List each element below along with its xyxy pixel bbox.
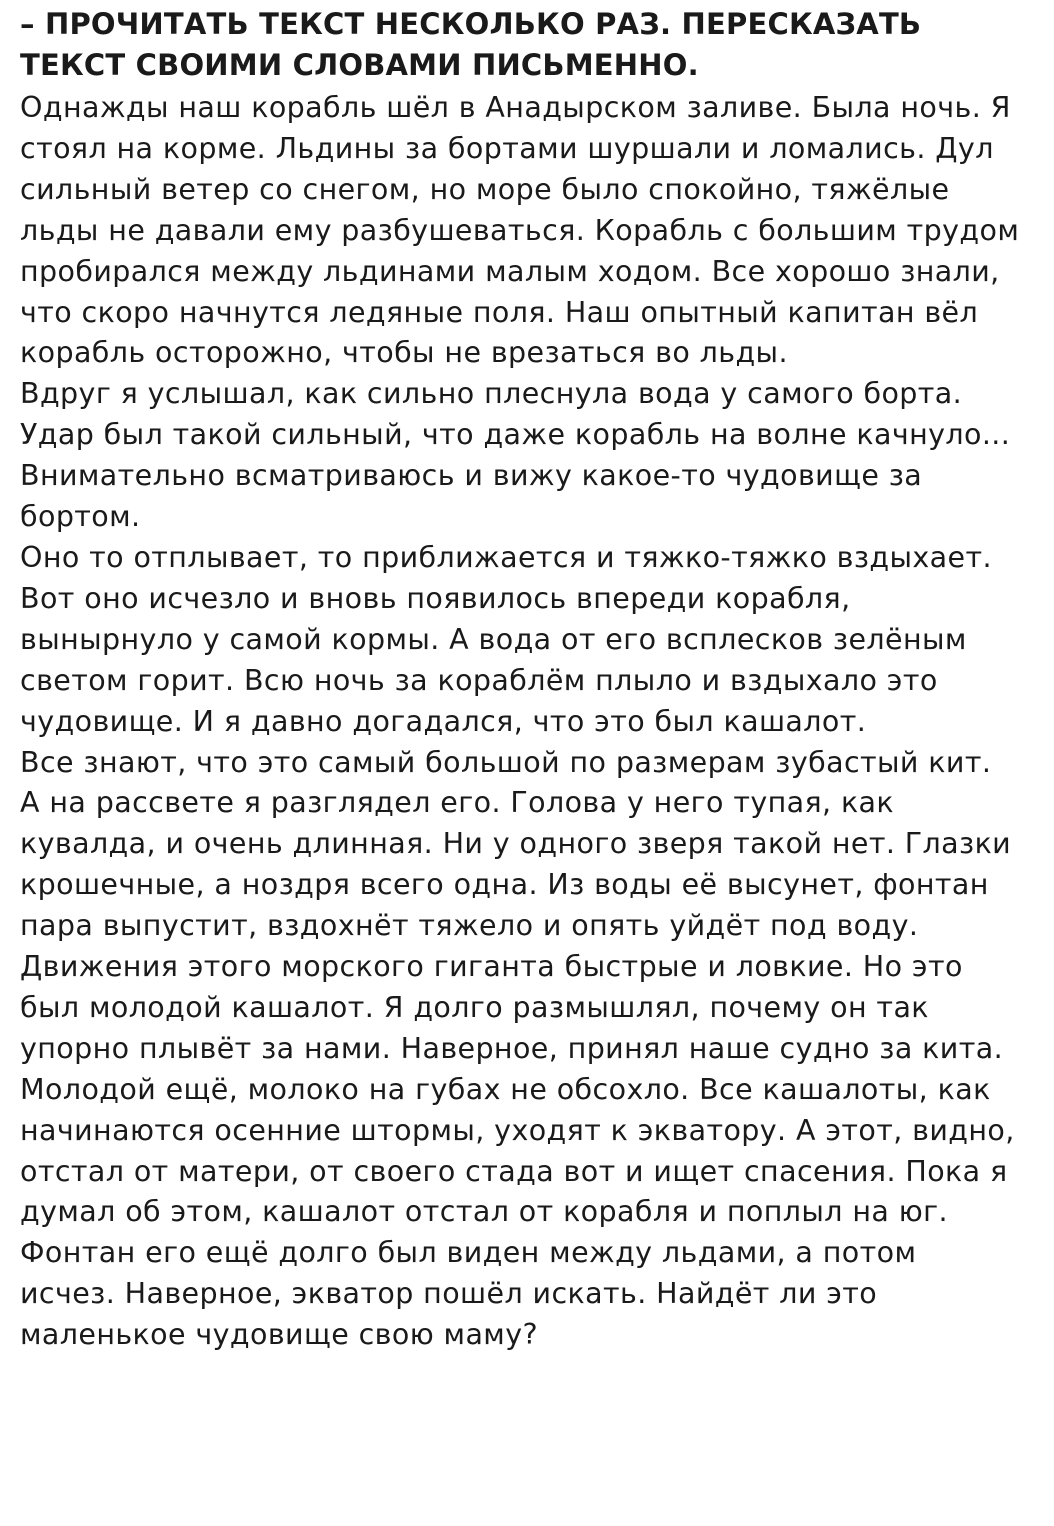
story-paragraph-2: Вдруг я услышал, как сильно плеснула вода у самого борта. Удар был такой сильный, что даже корабль на волне качнуло... Внимательно всматриваюсь и вижу какое-то чудовище за бортом. — [20, 377, 1011, 534]
story-paragraph-4: Все знают, что это самый большой по размерам зубастый кит. А на рассвете я разглядел его. Голова у него тупая, как кувалда, и очень длинная. Ни у одного зверя такой нет. Глазки крошечные, а ноздря всего одна. Из воды её высунет, фонтан пара выпустит, вздохнёт тяжело и опять уйдёт под воду. Движения этого морского гиганта быстрые и ловкие. Но это был молодой кашалот. Я долго размышлял, почему он так упорно плывёт за нами. Наверное, принял наше судно за кита. Молодой ещё, молоко на губах не обсохло. Все кашалоты, как начинаются осенние штормы, уходят к экватору. А этот, видно, отстал от матери, от своего стада вот и ищет спасения. Пока я думал об этом, кашалот отстал от корабля и поплыл на юг. Фонтан его ещё долго был виден между льдами, а потом исчез. Наверное, экватор пошёл искать. Найдёт ли это маленькое чудовище свою маму? — [20, 745, 1015, 1352]
story-text — [20, 88, 1020, 1356]
story-paragraph-1: Однажды наш корабль шёл в Анадырском заливе. Была ночь. Я стоял на корме. Льдины за бортами шуршали и ломались. Дул сильный ветер со снегом, но море было спокойно, тяжёлые льды не давали ему разбушеваться. Корабль с большим трудом пробирался между льдинами малым ходом. Все хорошо знали, что скоро начнутся ледяные поля. Наш опытный капитан вёл корабль осторожно, чтобы не врезаться во льды. — [20, 91, 1020, 370]
document-page — [20, 4, 1020, 1356]
story-paragraph-3: Оно то отплывает, то приближается и тяжко-тяжко вздыхает. Вот оно исчезло и вновь появилось впереди корабля, вынырнуло у самой кормы. А вода от его всплесков зелёным светом горит. Всю ночь за кораблём плыло и вздыхало это чудовище. И я давно догадался, что это был кашалот. — [20, 540, 992, 738]
task-instruction: – ПРОЧИТАТЬ ТЕКСТ НЕСКОЛЬКО РАЗ. ПЕРЕСКАЗАТЬ ТЕКСТ СВОИМИ СЛОВАМИ ПИСЬМЕННО. — [20, 7, 922, 82]
